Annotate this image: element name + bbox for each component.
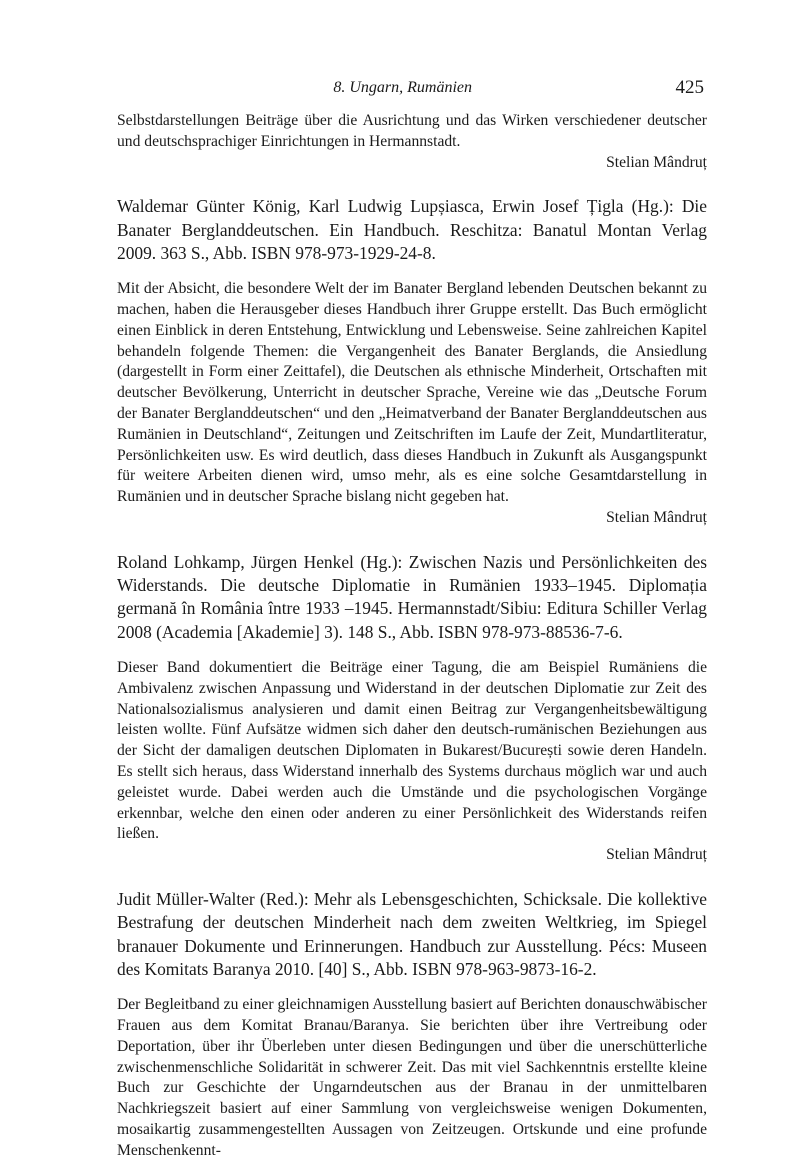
book-citation: Judit Müller-Walter (Red.): Mehr als Lebensgeschichten, Schicksale. Die kollektive Bestrafung der deutschen Minderheit nach dem zweiten Weltkrieg, im Spiegel branauer Dokumente und Erinnerungen. Handbuch zur Ausstellung. Pécs: Museen des Komitats Baranya 2010. [40] S., Abb. ISBN 978-963-9873-16-2.	[117, 889, 707, 979]
book-citation: Waldemar Günter König, Karl Ludwig Lupșiasca, Erwin Josef Țigla (Hg.): Die Banater Berglanddeutschen. Ein Handbuch. Reschitza: Banatul Montan Verlag 2009. 363 S., Abb. ISBN 978-973-1929-24-8.	[117, 196, 707, 263]
running-title: 8. Ungarn, Rumänien	[333, 79, 472, 96]
review-entry	[117, 888, 707, 1162]
reviewer-name: Stelian Mândruț	[606, 153, 707, 171]
review-entry	[117, 195, 707, 528]
page-body	[117, 111, 707, 1162]
review-entry	[117, 551, 707, 866]
continued-review	[117, 111, 707, 173]
review-text: Der Begleitband zu einer gleichnamigen Ausstellung basiert auf Berichten donauschwäbischer Frauen aus dem Komitat Branau/Baranya. Sie berichten über ihre Vertreibung oder Deportation, über ihr Überleben unter diesen Bedingungen und über die unerschütterliche zwischenmenschliche Solidarität in schwerer Zeit. Das mit viel Sachkenntnis erstellte kleine Buch zur Geschichte der Ungarndeutschen aus der Branau in der unmittelbaren Nachkriegszeit basiert auf einer Sammlung von vergleichsweise wenigen Dokumenten, mosaikartig zusammengestellten Aussagen von Zeitzeugen. Ortskunde und eine profunde Menschenkennt-	[117, 996, 707, 1159]
page-header	[117, 77, 704, 103]
review-text: Selbstdarstellungen Beiträge über die Ausrichtung und das Wirken verschiedener deutscher und deutschsprachiger Einrichtungen in Hermannstadt.	[117, 112, 707, 150]
book-citation: Roland Lohkamp, Jürgen Henkel (Hg.): Zwischen Nazis und Persönlichkeiten des Widerstands. Die deutsche Diplomatie in Rumänien 1933–1945. Diplomația germană în România între 1933 –1945. Hermannstadt/Sibiu: Editura Schiller Verlag 2008 (Academia [Akademie] 3). 148 S., Abb. ISBN 978-973-88536-7-6.	[117, 551, 707, 642]
page-number: 425	[675, 77, 704, 98]
review-text: Dieser Band dokumentiert die Beiträge einer Tagung, die am Beispiel Rumäniens die Ambivalenz zwischen Anpassung und Widerstand in der deutschen Diplomatie zur Zeit des Nationalsozialismus analysieren und damit einen Beitrag zur Vergangenheitsbewältigung leisten wollte. Fünf Aufsätze widmen sich daher den deutsch-rumänischen Beziehungen aus der Sicht der damaligen deutschen Diplomaten in Bukarest/București sowie deren Handeln. Es stellt sich heraus, dass Widerstand innerhalb des Systems durchaus möglich war und auch geleistet wurde. Dabei werden auch die Umstände und die psychologischen Vorgänge erkennbar, welche den einen oder anderen zu einer Persönlichkeit des Widerstands reifen ließen.	[117, 659, 707, 843]
reviewer-name: Stelian Mândruț	[606, 509, 707, 527]
reviewer-name: Stelian Mândruț	[606, 846, 707, 864]
review-text: Mit der Absicht, die besondere Welt der im Banater Bergland lebenden Deutschen bekannt zu machen, haben die Herausgeber dieses Handbuch ihrer Gruppe erstellt. Das Buch ermöglicht einen Einblick in deren Entstehung, Entwicklung und Lebensweise. Seine zahlreichen Kapitel behandeln folgende Themen: die Vergangenheit des Banater Berglands, die Ansiedlung (dargestellt in Form einer Zeittafel), die Deutschen als ethnische Minderheit, Ortschaften mit deutscher Bevölkerung, Unterricht in deutscher Sprache, Vereine wie das „Deutsche Forum der Banater Berglanddeutschen“ und den „Heimatverband der Banater Berglanddeutschen aus Rumänien in Deutschland“, Zeitungen und Zeitschriften im Laufe der Zeit, Mundartliteratur, Persönlichkeiten usw. Es wird deutlich, dass dieses Handbuch in Zukunft als Ausgangspunkt für weitere Arbeiten dienen wird, umso mehr, als es eine solche Gesamtdarstellung in Rumänien und in deutscher Sprache bislang nicht gegeben hat.	[117, 280, 707, 506]
